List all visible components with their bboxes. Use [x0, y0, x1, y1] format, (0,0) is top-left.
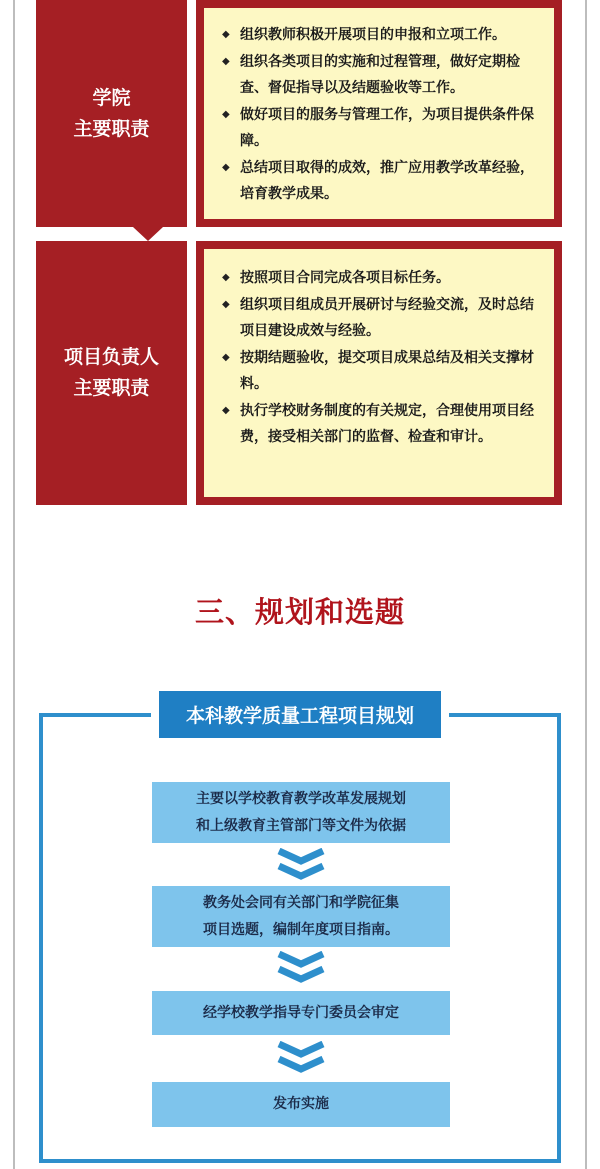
- diamond-bullet-icon: ◆: [222, 272, 230, 283]
- diamond-bullet-icon: ◆: [222, 298, 230, 310]
- left-border-line: [13, 0, 15, 1169]
- diamond-bullet-icon: ◆: [222, 108, 230, 120]
- college-label: [36, 0, 187, 227]
- double-chevron-down-icon: [276, 848, 326, 882]
- section-title: 三、规划和选题: [194, 595, 405, 629]
- plan-header: 本科教学质量工程项目规划: [151, 691, 449, 738]
- diamond-bullet-icon: ◆: [222, 161, 230, 173]
- diamond-bullet-icon: ◆: [222, 351, 230, 363]
- plan-step-1: [152, 782, 450, 843]
- college-duty-box: [196, 0, 562, 227]
- list-item: [222, 265, 542, 292]
- list-item-text: 按照项目合同完成各项目标任务。: [240, 270, 450, 286]
- list-item-text: 做好项目的服务与管理工作，为项目提供条件保障。: [240, 106, 534, 149]
- list-item-text: 执行学校财务制度的有关规定，合理使用项目经费，接受相关部门的监督、检查和审计。: [240, 402, 534, 445]
- double-chevron-down-icon: [276, 1041, 326, 1075]
- list-item: [222, 398, 542, 451]
- plan-step-1-line1: 主要以学校教育教学改革发展规划: [196, 790, 406, 807]
- list-item: [222, 155, 542, 208]
- plan-step-3: [152, 991, 450, 1035]
- list-item-text: 按期结题验收，提交项目成果总结及相关支撑材料。: [240, 349, 534, 392]
- plan-step-2: [152, 886, 450, 947]
- right-border-line: [585, 0, 587, 1169]
- leader-label-line1: 项目负责人: [63, 346, 159, 368]
- college-label-line2: 主要职责: [73, 117, 150, 140]
- list-item-text: 总结项目取得的成效，推广应用教学改革经验，培育教学成果。: [240, 159, 534, 202]
- diamond-bullet-icon: ◆: [222, 55, 230, 67]
- list-item: [222, 345, 542, 398]
- list-item-text: 组织各类项目的实施和过程管理，做好定期检查、督促指导以及结题验收等工作。: [240, 53, 520, 96]
- double-chevron-down-icon: [276, 951, 326, 985]
- down-pointer-icon: [133, 227, 163, 241]
- list-item-text: 组织项目组成员开展研讨与经验交流，及时总结项目建设成效与经验。: [240, 296, 534, 339]
- plan-step-4-line1: 发布实施: [273, 1096, 329, 1112]
- leader-duty-box: [196, 241, 562, 505]
- plan-step-2-line2: 项目选题，编制年度项目指南。: [203, 921, 399, 938]
- college-label-line1: 学院: [92, 86, 131, 109]
- college-duty-list: [202, 6, 556, 221]
- diamond-bullet-icon: ◆: [222, 404, 230, 416]
- college-responsibilities: [36, 0, 562, 227]
- leader-label: [36, 241, 187, 505]
- plan-step-2-line1: 教务处会同有关部门和学院征集: [203, 894, 399, 911]
- list-item: [222, 49, 542, 102]
- list-item: [222, 102, 542, 155]
- leader-duty-list: [202, 247, 556, 499]
- list-item-text: 组织教师积极开展项目的申报和立项工作。: [240, 27, 506, 43]
- diamond-bullet-icon: ◆: [222, 29, 230, 40]
- list-item: [222, 22, 542, 49]
- plan-step-3-line1: 经学校教学指导专门委员会审定: [203, 1004, 399, 1021]
- plan-step-4: [152, 1082, 450, 1127]
- list-item: [222, 292, 542, 345]
- leader-label-line2: 主要职责: [73, 377, 150, 399]
- plan-step-1-line2: 和上级教育主管部门等文件为依据: [196, 817, 406, 834]
- leader-responsibilities: [36, 241, 562, 505]
